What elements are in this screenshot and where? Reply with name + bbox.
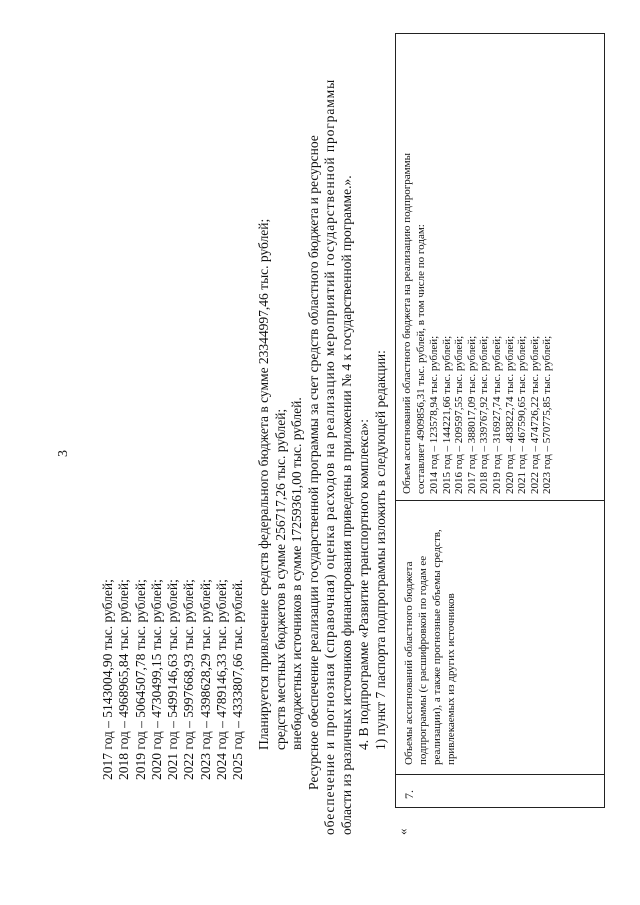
list-item: 2023 год – 4398628,29 тыс. рублей; — [197, 579, 213, 780]
table-row-number: 7. — [402, 790, 416, 799]
table-row-value — [400, 39, 554, 494]
opening-quote-mark: « — [395, 828, 410, 835]
list-item: 2017 год – 388017,09 тыс. рублей; — [465, 335, 478, 494]
list-item: 2025 год – 4333807,66 тыс. рублей. — [230, 579, 246, 780]
list-item: 2017 год – 5143004,90 тыс. рублей; — [100, 579, 115, 780]
table-row-label: Объемы ассигнований областного бюджета подпрограммы (с расшифровкой по годам ее реализации), а также прогнозные объемы средств, привлекаемых из других источников — [403, 529, 457, 765]
page-number: 3 — [56, 450, 71, 457]
list-item: 2018 год – 4968965,84 тыс. рублей; — [116, 579, 132, 780]
federal-funds-line: Планируется привлечение средств федерального бюджета в сумме 23344997,46 тыс. рублей; — [256, 218, 271, 750]
subprogram-heading: 4. В подпрограмме «Развитие транспортного комплекса»: — [356, 419, 371, 750]
extrabudgetary-funds-line: внебюджетных источников в сумме 17259361,00 тыс. рублей. — [289, 397, 304, 750]
list-item: 2021 год – 467590,65 тыс. рублей; — [516, 335, 529, 494]
list-item: 2016 год – 209597,55 тыс. рублей; — [453, 335, 466, 494]
list-item: 2022 год – 5997668,93 тыс. рублей; — [181, 579, 197, 780]
list-item: 2014 год – 123578,94 тыс. рублей; — [428, 335, 440, 494]
list-item: 2023 год – 570775,85 тыс. рублей; — [541, 335, 554, 494]
list-item: 2022 год – 474726,22 тыс. рублей; — [528, 335, 541, 494]
table-divider — [396, 774, 604, 775]
list-item: 2015 год – 144221,66 тыс. рублей; — [440, 335, 453, 494]
list-item: 2020 год – 4730499,15 тыс. рублей; — [148, 579, 164, 780]
funding-by-year-list — [100, 530, 247, 780]
list-item: 2020 год – 483822,74 тыс. рублей; — [503, 335, 516, 494]
list-item: 2024 год – 4789146,33 тыс. рублей; — [214, 579, 230, 780]
passport-clause-line: 1) пункт 7 паспорта подпрограммы изложить в следующей редакции: — [373, 350, 388, 750]
list-item: 2019 год – 316927,74 тыс. рублей; — [490, 335, 503, 494]
resource-paragraph-line-2: обеспечение и прогнозная (справочная) оценка расходов на реализацию мероприятий государственной программы — [322, 78, 337, 835]
local-funds-line: средств местных бюджетов в сумме 256717,26 тыс. рублей; — [273, 408, 288, 750]
allocation-intro-line: составляет 4909856,31 тыс. рублей, в том числе по годам: — [415, 224, 427, 494]
passport-table — [395, 33, 605, 808]
resource-paragraph-line-1: Ресурсное обеспечение реализации государственной программы за счет средств областного бюджета и ресурсное — [306, 135, 321, 790]
table-divider — [396, 500, 604, 501]
list-item: 2021 год – 5499146,63 тыс. рублей; — [165, 579, 181, 780]
list-item: 2018 год – 339767,92 тыс. рублей; — [478, 335, 491, 494]
list-item: 2019 год – 5064507,78 тыс. рублей; — [132, 579, 148, 780]
resource-paragraph-line-3: области из различных источников финансирования приведены в приложении № 4 к государственной программе.». — [339, 175, 354, 835]
allocation-intro-line: Объем ассигнований областного бюджета на реализацию подпрограммы — [401, 153, 413, 494]
